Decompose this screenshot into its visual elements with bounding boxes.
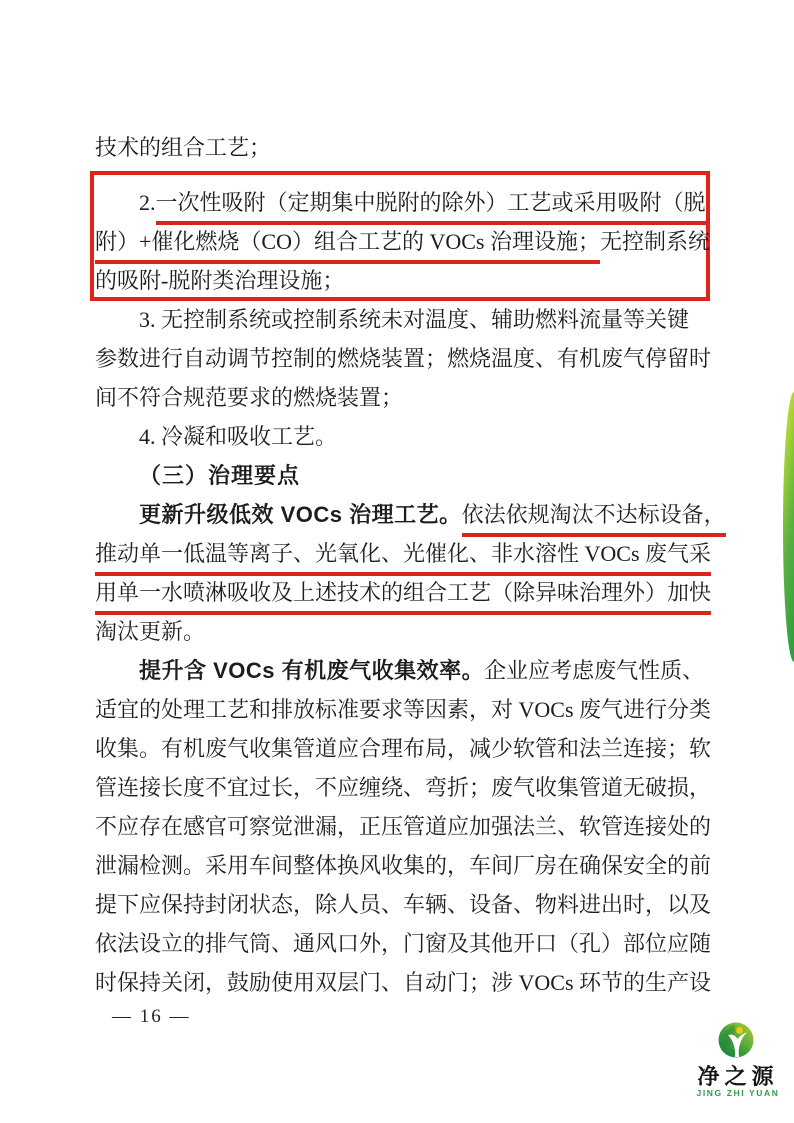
text-segment: 参数进行自动调节控制的燃烧装置；燃烧温度、有机废气停留时 bbox=[95, 346, 712, 371]
text-segment: 淘汰更新。 bbox=[95, 619, 206, 644]
bold-heading-text: 提升含 VOCs 有机废气收集效率。 bbox=[139, 658, 485, 683]
text-line bbox=[139, 305, 689, 335]
page-edge-leaf-decoration bbox=[783, 392, 794, 662]
text-segment: 依法设立的排气筒、通风口外，门窗及其他开口（孔）部位应随 bbox=[95, 931, 712, 956]
text-segment: 管连接长度不宜过长，不应缠绕、弯折；废气收集管道无破损， bbox=[95, 775, 712, 800]
jingzhiyuan-logo bbox=[688, 1018, 788, 1108]
text-line bbox=[95, 133, 271, 163]
text-segment: 不应存在感官可察觉泄漏，正压管道应加强法兰、软管连接处的 bbox=[95, 814, 712, 839]
page-number: — 16 — bbox=[112, 1006, 191, 1027]
text-line bbox=[95, 812, 711, 842]
text-line bbox=[95, 968, 711, 998]
text-line bbox=[139, 461, 300, 491]
logo-subtitle: JING ZHI YUAN bbox=[696, 1088, 780, 1098]
text-line bbox=[139, 656, 704, 686]
text-line bbox=[95, 773, 711, 803]
text-line bbox=[95, 695, 711, 725]
text-segment: 时保持关闭，鼓励使用双层门、自动门；涉 VOCs 环节的生产设 bbox=[95, 970, 712, 995]
text-line bbox=[95, 734, 711, 764]
text-segment: 适宜的处理工艺和排放标准要求等因素，对 VOCs 废气进行分类 bbox=[95, 697, 712, 722]
text-segment: 2. bbox=[139, 190, 156, 215]
logo-leaf-person-icon bbox=[716, 1020, 756, 1060]
text-segment: 的吸附-脱附类治理设施； bbox=[95, 268, 345, 293]
text-line bbox=[95, 617, 205, 647]
text-segment: 企业应考虑废气性质、 bbox=[484, 658, 705, 683]
text-line bbox=[139, 500, 726, 537]
text-line bbox=[95, 539, 711, 576]
text-line bbox=[139, 422, 337, 452]
text-line bbox=[95, 578, 711, 615]
text-segment: 提下应保持封闭状态，除人员、车辆、设备、物料进出时，以及 bbox=[95, 892, 712, 917]
text-line bbox=[95, 890, 711, 920]
red-underlined-text: 附）+催化燃烧（CO）组合工艺的 VOCs 治理设施； bbox=[95, 227, 600, 264]
text-line bbox=[95, 929, 711, 959]
text-line bbox=[95, 266, 344, 296]
text-segment: 4. 冷凝和吸收工艺。 bbox=[139, 424, 338, 449]
text-segment: 收集。有机废气收集管道应合理布局，减少软管和法兰连接；软 bbox=[95, 736, 712, 761]
bold-heading-text: 更新升级低效 VOCs 治理工艺。 bbox=[139, 502, 462, 527]
red-underlined-text: 一次性吸附（定期集中脱附的除外）工艺或采用吸附（脱 bbox=[156, 188, 706, 225]
text-segment: （三）治理要点 bbox=[139, 463, 301, 488]
red-underlined-text: 依法依规淘汰不达标设备， bbox=[462, 500, 726, 537]
text-line bbox=[95, 851, 711, 881]
logo-name: 净之源 bbox=[697, 1064, 779, 1089]
text-line bbox=[95, 344, 711, 374]
text-line bbox=[139, 188, 706, 225]
text-segment: 间不符合规范要求的燃烧装置； bbox=[95, 385, 404, 410]
text-segment: 技术的组合工艺； bbox=[95, 135, 272, 160]
text-segment: 泄漏检测。采用车间整体换风收集的，车间厂房在确保安全的前 bbox=[95, 853, 712, 878]
text-line bbox=[95, 227, 710, 264]
text-segment: 无控制系统 bbox=[599, 229, 710, 254]
red-underlined-text: 推动单一低温等离子、光氧化、光催化、非水溶性 VOCs 废气采 bbox=[95, 539, 711, 576]
text-segment: 3. 无控制系统或控制系统未对温度、辅助燃料流量等关键 bbox=[139, 307, 690, 332]
text-line bbox=[95, 383, 403, 413]
red-underlined-text: 用单一水喷淋吸收及上述技术的组合工艺（除异味治理外）加快 bbox=[95, 578, 711, 615]
